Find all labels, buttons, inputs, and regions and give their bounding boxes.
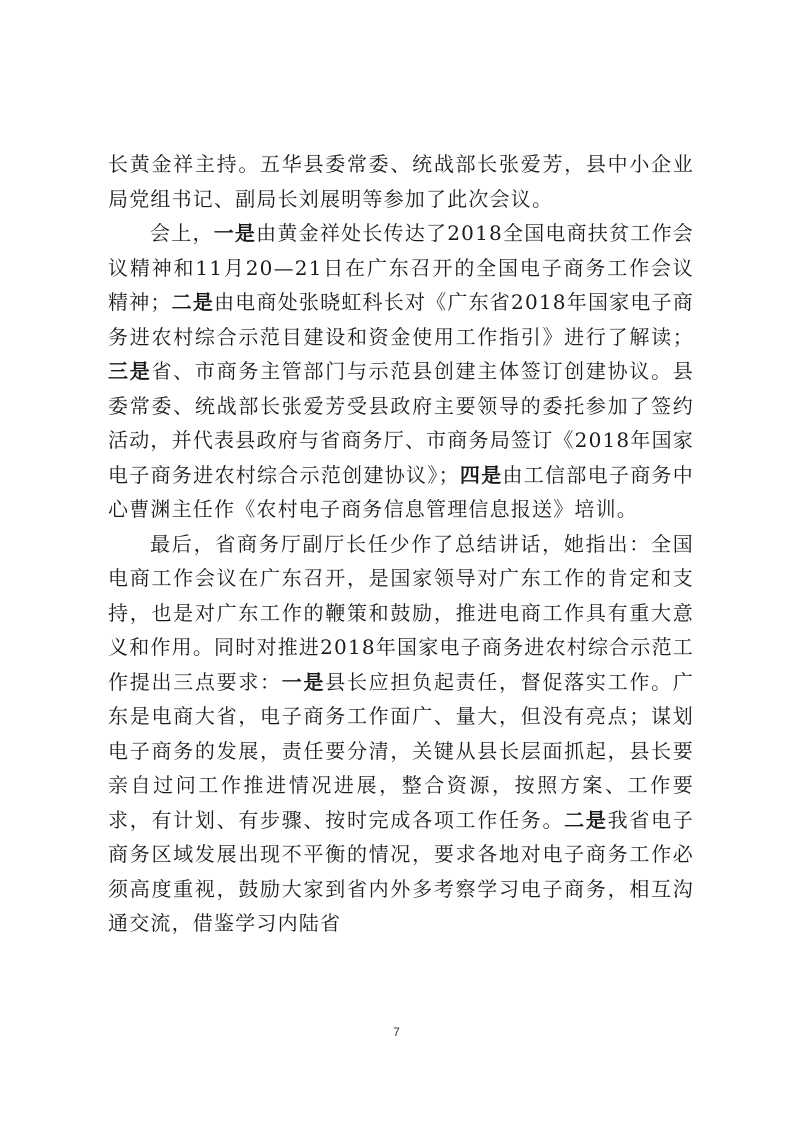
paragraph [108, 216, 694, 527]
text-run: 长黄金祥主持。五华县委常委、统战部长张爱芳，县中小企业局党组书记、副局长刘展明等参加了此次会议。 [108, 152, 694, 211]
text-run: 由黄金祥处长传达了2018全国电商扶贫工作会议精神和11月20—21日在广东召开的全国电子商务工作会议精神； [108, 221, 694, 314]
text-run: 最后，省商务厅副厅长任少作了总结讲话，她指出：全国电商工作会议在广东召开，是国家领导对广东工作的肯定和支持，也是对广东工作的鞭策和鼓励，推进电商工作具有重大意义和作用。同时对推进2018年国家电子商务进农村综合示范工作提出三点要求： [108, 531, 694, 694]
emphasis-text: 三是 [108, 359, 152, 383]
text-run: 县长应担负起责任，督促落实工作。广东是电商大省，电子商务工作面广、量大，但没有亮点；谋划电子商务的发展，责任要分清，关键从县长层面抓起，县长要亲自过问工作推进情况进展，整合资源，按照方案、工作要求，有计划、有步骤、按时完成各项工作任务。 [108, 669, 694, 832]
text-run: 由电商处张晓虹科长对《广东省2018年国家电子商务进农村综合示范目建设和资金使用工作指引》进行了解读； [108, 290, 694, 349]
body-text [108, 147, 694, 941]
text-run: 我省电子商务区域发展出现不平衡的情况，要求各地对电子商务工作必须高度重视，鼓励大家到省内外多考察学习电子商务，相互沟通交流，借鉴学习内陆省 [108, 807, 694, 935]
paragraph [108, 147, 694, 216]
page-number: 7 [393, 1025, 400, 1039]
emphasis-text: 一是 [281, 669, 326, 694]
emphasis-text: 四是 [459, 462, 503, 487]
paragraph [108, 527, 694, 941]
emphasis-text: 一是 [213, 221, 257, 245]
emphasis-text: 二是 [171, 290, 215, 314]
text-run: 会上， [150, 221, 214, 245]
text-run: 省、市商务主管部门与示范县创建主体签订创建协议。县委常委、统战部长张爱芳受县政府主要领导的委托参加了签约活动，并代表县政府与省商务厅、市商务局签订《2018年国家电子商务进农村综合示范创建协议》； [108, 359, 695, 487]
emphasis-text: 二是 [564, 807, 608, 832]
text-run: 由工信部电子商务中心曹渊主任作《农村电子商务信息管理信息报送》培训。 [108, 462, 694, 521]
